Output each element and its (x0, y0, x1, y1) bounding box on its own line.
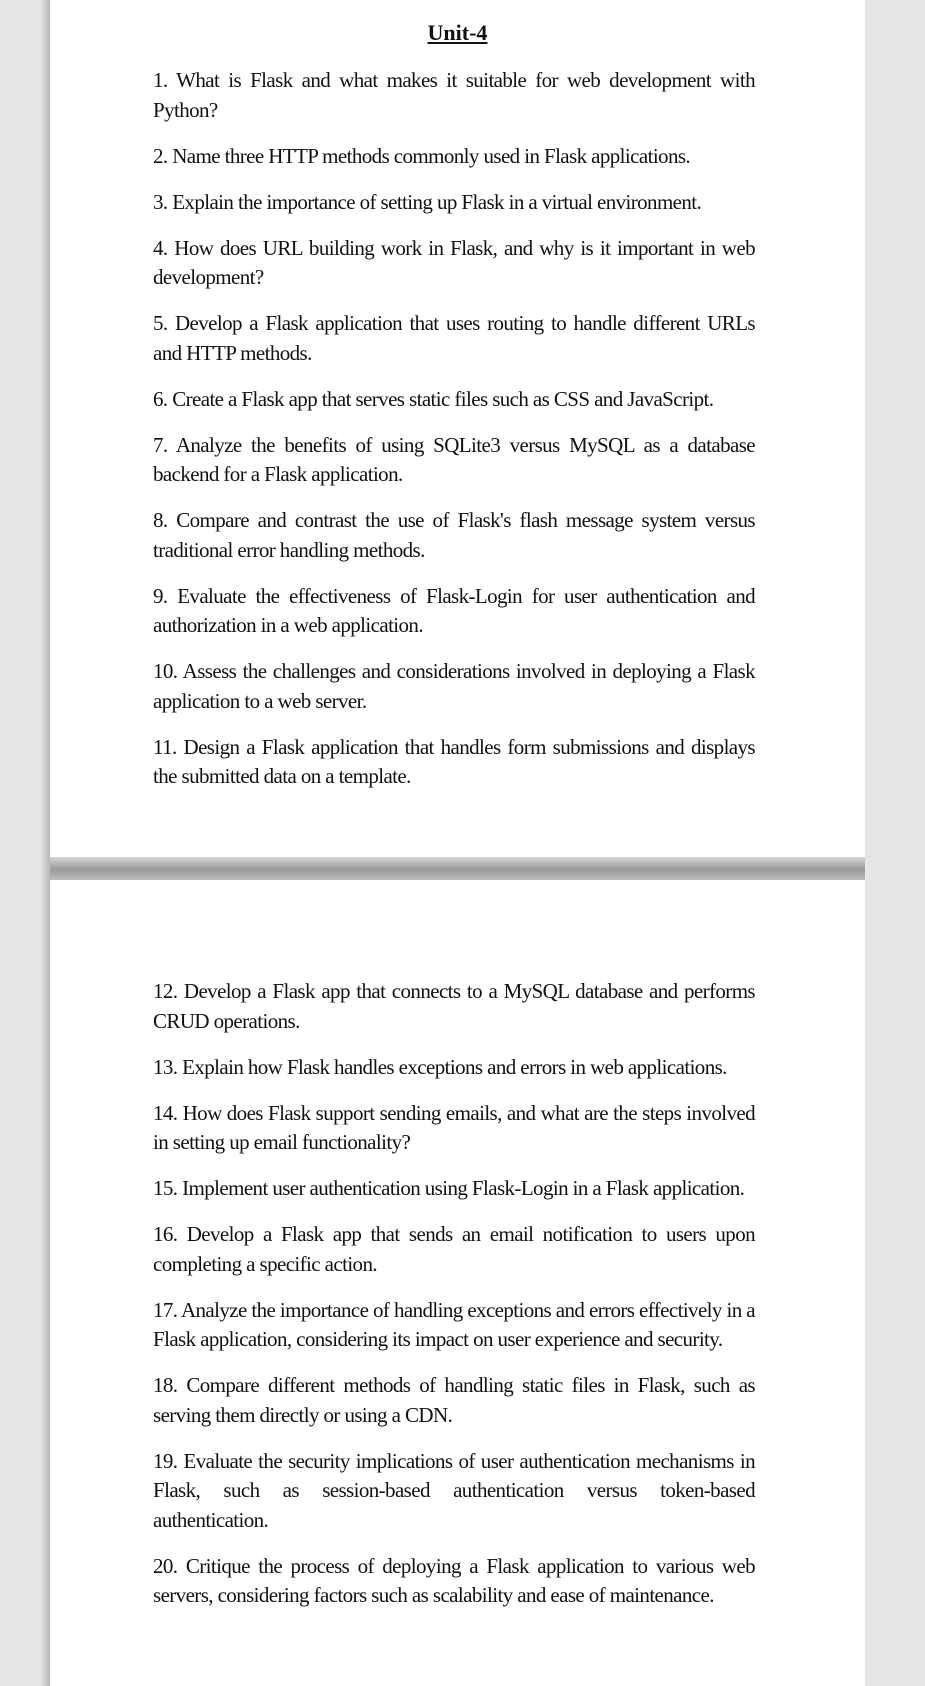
question-item: 14. How does Flask support sending emails, and what are the steps involved in setting up email functionality? (153, 1100, 755, 1154)
question-list-page-1 (153, 66, 755, 808)
question-item: 15. Implement user authentication using Flask-Login in a Flask application. (153, 1176, 745, 1200)
question-item: 5. Develop a Flask application that uses routing to handle different URLs and HTTP methods. (153, 311, 755, 365)
question-item: 19. Evaluate the security implications of user authentication mechanisms in Flask, such as session-based authentication versus token-based authentication. (153, 1448, 755, 1532)
question-item: 1. What is Flask and what makes it suitable for web development with Python? (153, 68, 755, 122)
question-item: 4. How does URL building work in Flask, and why is it important in web development? (153, 235, 755, 289)
question-item: 13. Explain how Flask handles exceptions and errors in web applications. (153, 1054, 727, 1079)
question-item: 10. Assess the challenges and considerations involved in deploying a Flask application to a web server. (153, 659, 755, 713)
question-item: 18. Compare different methods of handling static files in Flask, such as serving them directly or using a CDN. (153, 1373, 755, 1427)
question-item: 3. Explain the importance of setting up Flask in a virtual environment. (153, 189, 702, 214)
question-item: 20. Critique the process of deploying a Flask application to various web servers, considering factors such as scalability and ease of maintenance. (153, 1553, 755, 1607)
question-item: 16. Develop a Flask app that sends an email notification to users upon completing a specific action. (153, 1222, 755, 1276)
question-item: 12. Develop a Flask app that connects to a MySQL database and performs CRUD operations. (153, 979, 755, 1033)
question-list-page-2 (153, 977, 755, 1627)
document-page-1 (50, 0, 865, 857)
question-item: 2. Name three HTTP methods commonly used in Flask applications. (153, 143, 691, 168)
document-page-2 (50, 880, 865, 1686)
question-item: 7. Analyze the benefits of using SQLite3 versus MySQL as a database backend for a Flask application. (153, 432, 755, 486)
question-item: 17. Analyze the importance of handling exceptions and errors effectively in a Flask application, considering its impact on user experience and security. (153, 1297, 755, 1351)
page-separator (50, 857, 865, 880)
unit-title: Unit-4 (427, 20, 488, 45)
question-item: 6. Create a Flask app that serves static files such as CSS and JavaScript. (153, 386, 714, 411)
question-item: 9. Evaluate the effectiveness of Flask-Login for user authentication and authorization in a web application. (153, 583, 755, 637)
question-item: 8. Compare and contrast the use of Flask's flash message system versus traditional error handling methods. (153, 508, 755, 562)
question-item: 11. Design a Flask application that handles form submissions and displays the submitted data on a template. (153, 734, 755, 788)
